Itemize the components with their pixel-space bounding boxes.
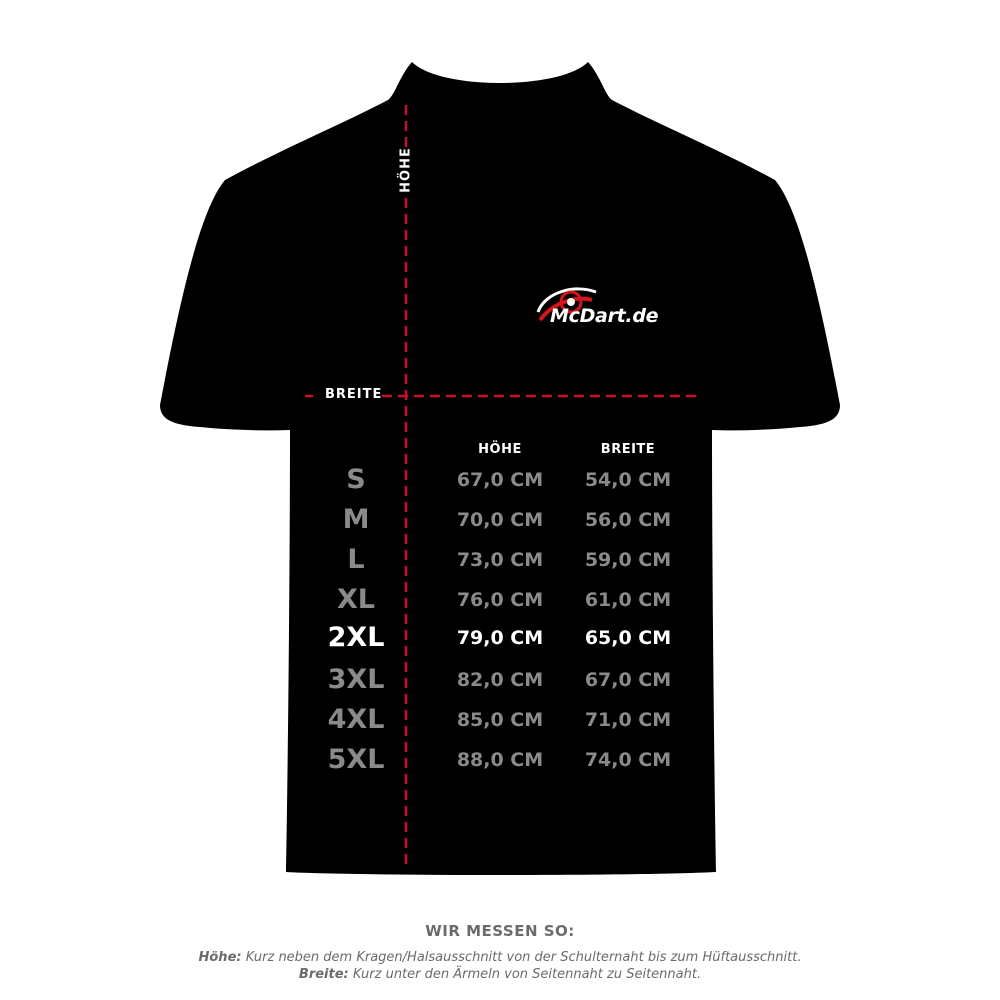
- size-row-m: [0, 500, 1000, 540]
- footer-title: WIR MESSEN SO:: [425, 922, 575, 940]
- width-value: 61,0 CM: [584, 589, 672, 611]
- size-row-l: [0, 540, 1000, 580]
- size-label: 3XL: [327, 664, 385, 695]
- size-label: 2XL: [327, 622, 385, 653]
- footer-height-note: [0, 950, 1000, 965]
- height-value: 70,0 CM: [456, 509, 544, 531]
- width-value: 74,0 CM: [584, 749, 672, 771]
- width-axis-label: BREITE: [325, 387, 383, 402]
- brand-logo-text: McDart.de: [550, 305, 659, 327]
- size-row-4xl: [0, 700, 1000, 740]
- size-label: L: [347, 544, 365, 575]
- column-header-width: BREITE: [600, 442, 656, 457]
- height-value: 73,0 CM: [456, 549, 544, 571]
- footer-height-label: Höhe:: [198, 950, 242, 965]
- height-value: 82,0 CM: [456, 669, 544, 691]
- size-label: S: [346, 464, 366, 495]
- size-row-3xl: [0, 660, 1000, 700]
- size-label: M: [342, 504, 370, 535]
- width-value: 71,0 CM: [584, 709, 672, 731]
- size-label: 5XL: [327, 744, 385, 775]
- size-row-s: [0, 460, 1000, 500]
- height-value: 79,0 CM: [456, 627, 544, 649]
- height-value: 85,0 CM: [456, 709, 544, 731]
- height-value: 88,0 CM: [456, 749, 544, 771]
- size-row-2xl: [0, 618, 1000, 658]
- width-value: 54,0 CM: [584, 469, 672, 491]
- size-label: XL: [336, 584, 376, 615]
- width-value: 59,0 CM: [584, 549, 672, 571]
- footer-height-text: Kurz neben dem Kragen/Halsausschnitt von der Schulternaht bis zum Hüftausschnitt.: [241, 950, 802, 965]
- size-label: 4XL: [327, 704, 385, 735]
- height-axis-label: HÖHE: [398, 147, 414, 193]
- footer-width-label: Breite:: [298, 967, 349, 982]
- width-value: 65,0 CM: [584, 627, 672, 649]
- width-value: 67,0 CM: [584, 669, 672, 691]
- height-value: 67,0 CM: [456, 469, 544, 491]
- height-value: 76,0 CM: [456, 589, 544, 611]
- size-row-5xl: [0, 740, 1000, 780]
- footer-width-note: [0, 967, 1000, 982]
- size-row-xl: [0, 580, 1000, 620]
- footer-width-text: Kurz unter den Ärmeln von Seitennaht zu Seitennaht.: [348, 967, 702, 982]
- width-value: 56,0 CM: [584, 509, 672, 531]
- column-header-height: HÖHE: [478, 442, 522, 457]
